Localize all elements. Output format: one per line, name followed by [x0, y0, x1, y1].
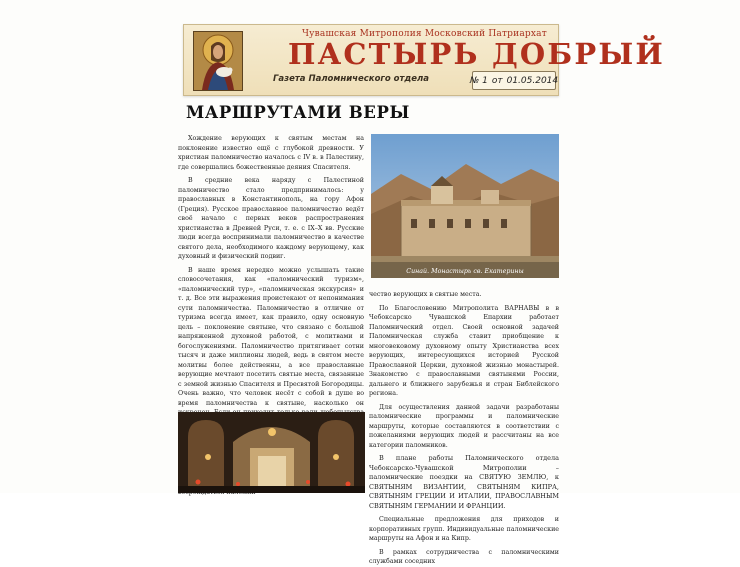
masthead-top-line: Чувашская Митрополия Московский Патриархат: [302, 29, 547, 39]
masthead-subtitle: Газета Паломнического отдела: [273, 74, 430, 84]
masthead-title: ПАСТЫРЬ ДОБРЫЙ: [288, 37, 666, 71]
paragraph: В средние века наряду с Палестиной паломничество стало предпринималось: у православных в Константинополь, на гору Афон (Греция). Русское православное паломничество ведёт своё начало с первых веков распространения христианства в Древней Руси, т. е. с IX–X вв. Русские люди всегда воспринимали паломничество в качестве святого дела, необходимого каждому верующему, как духовный и физический подвиг.: [178, 177, 364, 260]
paragraph-continuation: чество верующих в святые места.: [369, 291, 482, 298]
paragraph: Специальные предложения для приходов и корпоративных групп. Индивидуальные паломнические маршруты на Афон и на Кипр.: [369, 516, 559, 542]
article-headline: МАРШРУТАМИ ВЕРЫ: [186, 103, 410, 122]
monastery-photo: [371, 134, 559, 278]
paragraph: В плане работы Паломнического отдела Чебоксарско-Чувашской Митрополии – паломнические поездки на СВЯТУЮ ЗЕМЛЮ, к СВЯТЫНЯМ ВИЗАНТИИ, СВЯТЫНЯМ КИПРА, СВЯТЫНЯМ ГРЕЦИИ И ИТАЛИИ, ПРАВОСЛАВНЫМ СВЯТЫНЯМ ГЕРМАНИИ И ФРАНЦИИ.: [369, 454, 559, 510]
christ-icon: [193, 31, 243, 91]
paragraph: В наше время нередко можно услышать такие словосочетания, как «паломнический туризм», «паломнический тур», «паломническая экскурсия» и т. д. Все эти выражения проистекают от непонимания сути паломничества. Паломничество в отличие от туризма всегда имеет, как правило, одну основную цель – поклонение святыне, что связано с большой напряженной духовной работой, с молитвами и богослужениями. Паломничество притягивает сотни тысяч и даже миллионы людей, ведь в святом месте молитвы более действенны, а все православные верующие мечтают посетить святые места, связанные с земной жизнью Спасителя и Пресвятой Богородицы. Очень важно, что человек несёт с собой в душе во время паломничества к святыне, насколько он: [178, 266, 364, 407]
paragraph: Для осуществления данной задачи разработаны паломнические программы и паломнические маршруты, которые составляются в соответствии с пожеланиями верующих людей и рассчитаны на все категории паломников.: [369, 403, 559, 449]
article-column-2: [369, 290, 559, 565]
article-column-1: [178, 134, 364, 410]
photo-caption: Синай. Монастырь св. Екатерины: [406, 268, 524, 275]
masthead: [183, 24, 666, 96]
issue-box: [469, 71, 559, 90]
paragraph: Хождение верующих к святым местам на поклонение известно ещё с глубокой древности. У христиан паломничество началось с IV в. в Палестину, где совершались божественные деяния Спасителя.: [178, 135, 364, 171]
issue-number: № 1: [469, 75, 488, 86]
paragraph: По Благословению Митрополита ВАРНАВЫ в в Чебоксарско Чувашской Епархии работает Паломнический отдел. Своей основной задачей Паломническая служба ставит приобщение к многовековому духовному опыту Христианства всех верующих, интересующихся историей Русской Православной Церкви, духовной жизнью монастырей. Знакомство с православными святынями России, дальнего и ближнего зарубежья и стран Библейского региона.: [369, 304, 559, 397]
paragraph: В рамках сотрудничества с паломническими службами соседних: [369, 548, 559, 565]
issue-date: 01.05.2014: [506, 75, 559, 86]
church-interior-photo: [178, 412, 365, 493]
issue-from: от: [491, 75, 503, 86]
